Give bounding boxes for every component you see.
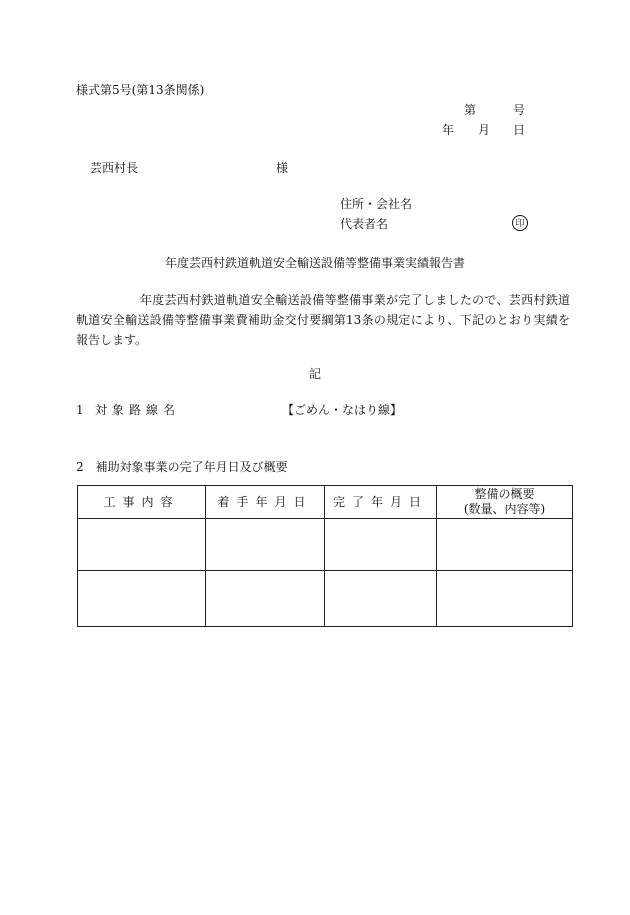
header-start-date	[206, 486, 325, 519]
date-day-label: 日	[513, 123, 526, 137]
addressee-honorific: 様	[276, 161, 289, 175]
work-table	[77, 485, 573, 627]
form-number: 様式第5号(第13条関係)	[76, 83, 205, 97]
header-completion-date-label: 完了年月日	[332, 494, 428, 509]
table-cell[interactable]	[437, 571, 573, 627]
representative-label: 代表者名	[340, 217, 389, 231]
section1-label: 対象路線名	[95, 403, 181, 417]
document-number-suffix: 号	[513, 103, 526, 117]
header-completion-date	[325, 486, 437, 519]
date-year-label: 年	[442, 123, 455, 137]
header-overview	[437, 486, 573, 519]
route-name: 【ごめん・なはり線】	[282, 403, 403, 417]
header-overview-sublabel: (数量、内容等)	[463, 502, 546, 516]
address-label: 住所・会社名	[340, 197, 413, 211]
document-number-prefix: 第	[464, 103, 477, 117]
ki-heading: 記	[308, 367, 321, 381]
header-start-date-label: 着手年月日	[217, 494, 313, 509]
header-overview-label: 整備の概要	[474, 487, 535, 501]
addressee-name: 芸西村長	[90, 161, 139, 175]
table-cell[interactable]	[206, 519, 325, 571]
table-cell[interactable]	[78, 519, 206, 571]
date-month-label: 月	[478, 123, 491, 137]
document-title: 年度芸西村鉄道軌道安全輸送設備等整備事業実績報告書	[164, 256, 465, 270]
table-header-row	[78, 486, 573, 519]
section1-number: 1	[76, 403, 84, 417]
table-cell[interactable]	[325, 571, 437, 627]
header-work-content	[78, 486, 206, 519]
header-work-content-label: 工事内容	[103, 494, 180, 509]
seal-mark-icon: 印	[512, 215, 528, 231]
table-cell[interactable]	[325, 519, 437, 571]
table-cell[interactable]	[437, 519, 573, 571]
table-row	[78, 519, 573, 571]
section2-heading: 2 補助対象事業の完了年月日及び概要	[76, 460, 288, 474]
table-row	[78, 571, 573, 627]
body-paragraph: 年度芸西村鉄道軌道安全輸送設備等整備事業が完了しましたので、芸西村鉄道軌道安全輸送設備等整備事業費補助金交付要綱第13条の規定により、下記のとおり実績を報告します。	[76, 293, 570, 347]
table-cell[interactable]	[78, 571, 206, 627]
table-cell[interactable]	[206, 571, 325, 627]
